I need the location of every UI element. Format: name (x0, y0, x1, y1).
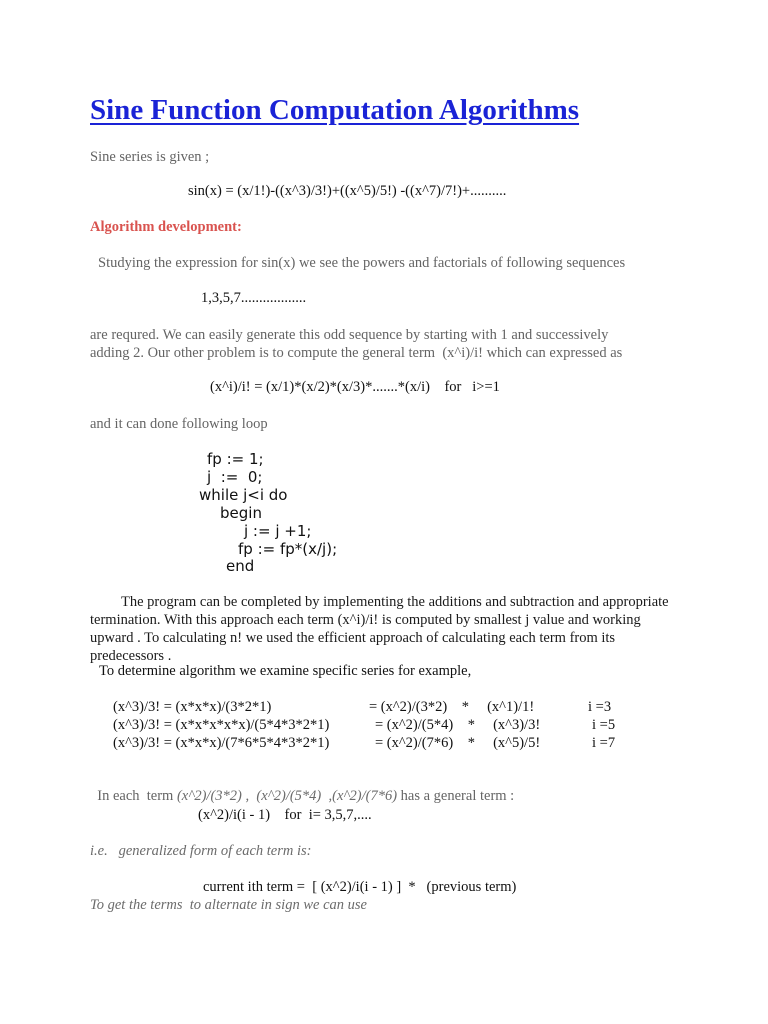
section-heading-algorithm: Algorithm development: (90, 219, 242, 235)
current-term-formula: current ith term = [ (x^2)/i(i - 1) ] * (previous term) (203, 879, 517, 895)
page-title[interactable]: Sine Function Computation Algorithms (90, 94, 580, 126)
example-i: i =5 (592, 717, 616, 733)
example-i: i =3 (588, 699, 612, 715)
studying-text: Studying the expression for sin(x) we see the powers and factorials of following sequences (98, 255, 626, 271)
example-row (113, 699, 611, 716)
code-line: j := 0; (207, 468, 263, 486)
example-row (113, 717, 615, 734)
example-rhs: = (x^2)/(7*6) * (x^5)/5! (375, 735, 541, 751)
general-form: (x^2)/i(i - 1) for i= 3,5,7,.... (198, 807, 372, 823)
example-lhs: (x^3)/3! = (x*x*x*x*x)/(5*4*3*2*1) (113, 717, 330, 733)
example-rhs: = (x^2)/(5*4) * (x^3)/3! (375, 717, 541, 733)
determine-text: To determine algorithm we examine specific series for example, (99, 663, 472, 679)
code-line: j := j +1; (244, 522, 312, 540)
program-paragraph: The program can be completed by implementing the additions and subtraction and appropriate termination. With this approach each term (x^i)/i! is computed by smallest j value and working upward . To calculating n! we used the efficient approach of calculating each term from its predecessors . (90, 594, 669, 664)
loop-intro: and it can done following loop (90, 416, 268, 432)
example-lhs: (x^3)/3! = (x*x*x)/(7*6*5*4*3*2*1) (113, 735, 330, 751)
example-row (113, 735, 615, 752)
code-line: begin (220, 504, 262, 522)
example-rhs: = (x^2)/(3*2) * (x^1)/1! (369, 699, 535, 715)
required-line-1: are requred. We can easily generate this odd sequence by starting with 1 and successively (90, 327, 609, 343)
required-line-2: adding 2. Our other problem is to compute the general term (x^i)/i! which can expressed as (90, 345, 623, 361)
each-term-suffix: has a general term : (397, 788, 515, 804)
code-line: fp := 1; (207, 450, 264, 468)
alternate-text: To get the terms to alternate in sign we can use (90, 897, 367, 913)
code-line: while j<i do (199, 486, 288, 504)
each-term-text (90, 771, 514, 805)
series-formula: sin(x) = (x/1!)-((x^3)/3!)+((x^5)/5!) -((x^7)/7!)+.......... (188, 183, 507, 199)
ie-text: i.e. generalized form of each term is: (90, 843, 312, 859)
example-lhs: (x^3)/3! = (x*x*x)/(3*2*1) (113, 699, 272, 715)
example-i: i =7 (592, 735, 616, 751)
each-term-examples: (x^2)/(3*2) , (x^2)/(5*4) ,(x^2)/(7*6) (176, 788, 398, 804)
code-line: fp := fp*(x/j); (238, 540, 338, 558)
code-line: end (226, 557, 255, 575)
each-term-prefix: In each term (97, 788, 177, 804)
general-term-formula: (x^i)/i! = (x/1)*(x/2)*(x/3)*.......*(x/i) for i>=1 (210, 379, 500, 395)
intro-text: Sine series is given ; (90, 149, 210, 165)
odd-sequence: 1,3,5,7.................. (201, 290, 307, 306)
